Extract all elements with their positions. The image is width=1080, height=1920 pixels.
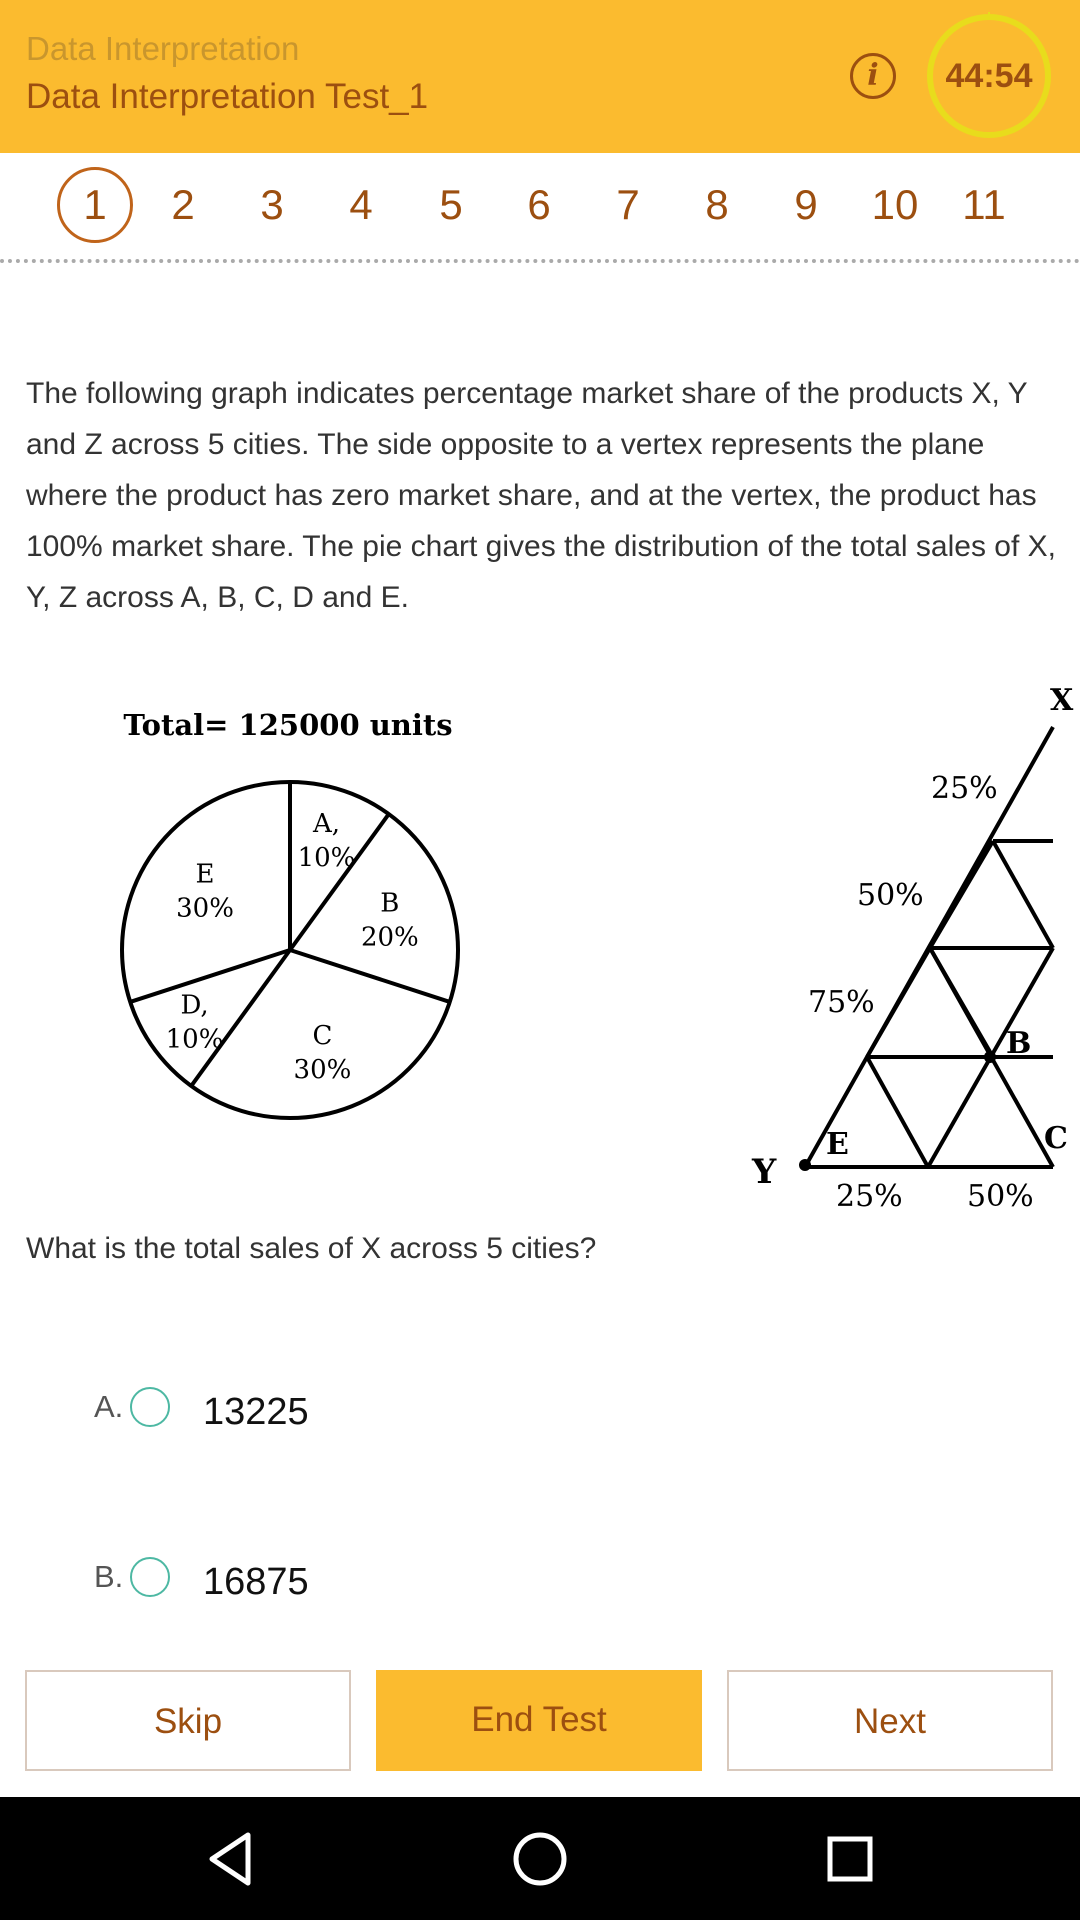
option-a[interactable] (0, 1383, 1080, 1443)
pie-slice-value: 30% (176, 893, 234, 924)
end-test-button[interactable]: End Test (376, 1670, 702, 1771)
point-c-label: C (1044, 1121, 1068, 1156)
skip-button[interactable]: Skip (25, 1670, 351, 1771)
question-figure (0, 680, 1080, 1220)
option-radio[interactable] (130, 1387, 170, 1427)
question-nav (0, 153, 1080, 261)
question-number-2[interactable]: 2 (171, 181, 195, 228)
question-number-11[interactable]: 11 (962, 181, 1006, 228)
timer-tick (988, 12, 990, 20)
grid-line-l3 (930, 841, 993, 948)
pie-slice-value: 30% (293, 1054, 352, 1085)
pie-slice-value: 20% (360, 922, 419, 953)
pie-slice-label: B (380, 888, 400, 919)
question-number-3[interactable]: 3 (260, 181, 284, 228)
recents-icon[interactable] (818, 1827, 882, 1891)
option-text: 16875 (203, 1561, 309, 1603)
question-number-9[interactable]: 9 (794, 181, 818, 228)
vertex-y-label: Y (752, 1152, 777, 1192)
dotted-divider (0, 259, 1080, 263)
header-subtitle: Data Interpretation (26, 30, 300, 67)
pie-slice-value: 10% (165, 1024, 224, 1055)
question-number-5[interactable]: 5 (439, 181, 463, 228)
option-radio[interactable] (130, 1557, 170, 1597)
point-b-marker (984, 1051, 996, 1063)
bottom-label-25: 25% (836, 1179, 903, 1214)
option-letter: B. (94, 1559, 124, 1594)
system-nav-bar (0, 1797, 1080, 1920)
pie-slice-label: D, (180, 990, 209, 1021)
next-button[interactable]: Next (727, 1670, 1053, 1771)
point-b-label: B (1006, 1026, 1032, 1061)
point-e-label: E (826, 1127, 849, 1162)
header-title: Data Interpretation Test_1 (26, 77, 429, 116)
grid-line-r3 (867, 1057, 928, 1167)
info-icon[interactable]: i (850, 53, 896, 99)
option-b[interactable] (0, 1553, 1080, 1613)
pie-chart (122, 782, 458, 1118)
grid-line-l5 (930, 948, 993, 1057)
question-text: What is the total sales of X across 5 cities? (26, 1232, 597, 1265)
pie-slice-label: C (312, 1020, 333, 1051)
bottom-label-50: 50% (967, 1179, 1034, 1214)
left-label-50: 50% (857, 878, 924, 913)
question-number-1[interactable]: 1 (57, 167, 133, 243)
question-number-4[interactable]: 4 (349, 181, 373, 228)
question-number-7[interactable]: 7 (616, 181, 640, 228)
question-passage: The following graph indicates percentage market share of the products X, Y and Z across 5 cities. The side opposite to a vertex represents the plane where the product has zero market share, and at the vertex, the product has 100% market share. The pie chart gives the distribution of the total sales of X, Y, Z across A, B, C, D and E. (26, 377, 1057, 614)
option-letter: A. (94, 1389, 124, 1424)
timer: 44:54 (927, 14, 1051, 138)
left-label-25: 25% (931, 771, 998, 806)
grid-line-r1 (993, 841, 1053, 948)
question-number-10[interactable]: 10 (871, 181, 919, 228)
home-icon[interactable] (508, 1827, 572, 1891)
option-text: 13225 (203, 1391, 309, 1433)
triangle-diagram (805, 727, 1053, 1167)
app-header (0, 0, 1080, 153)
vertex-x-label: X (1050, 683, 1074, 718)
grid-line-l4 (867, 948, 930, 1057)
pie-slice-value: 10% (297, 842, 356, 873)
question-number-6[interactable]: 6 (527, 181, 551, 228)
pie-slice-label: A, (312, 808, 340, 839)
left-label-75: 75% (808, 985, 875, 1020)
question-number-8[interactable]: 8 (705, 181, 729, 228)
point-e-marker (799, 1159, 811, 1171)
back-icon[interactable] (198, 1827, 262, 1891)
pie-slice-label: E (195, 859, 215, 890)
pie-title: Total= 125000 units (123, 708, 453, 742)
